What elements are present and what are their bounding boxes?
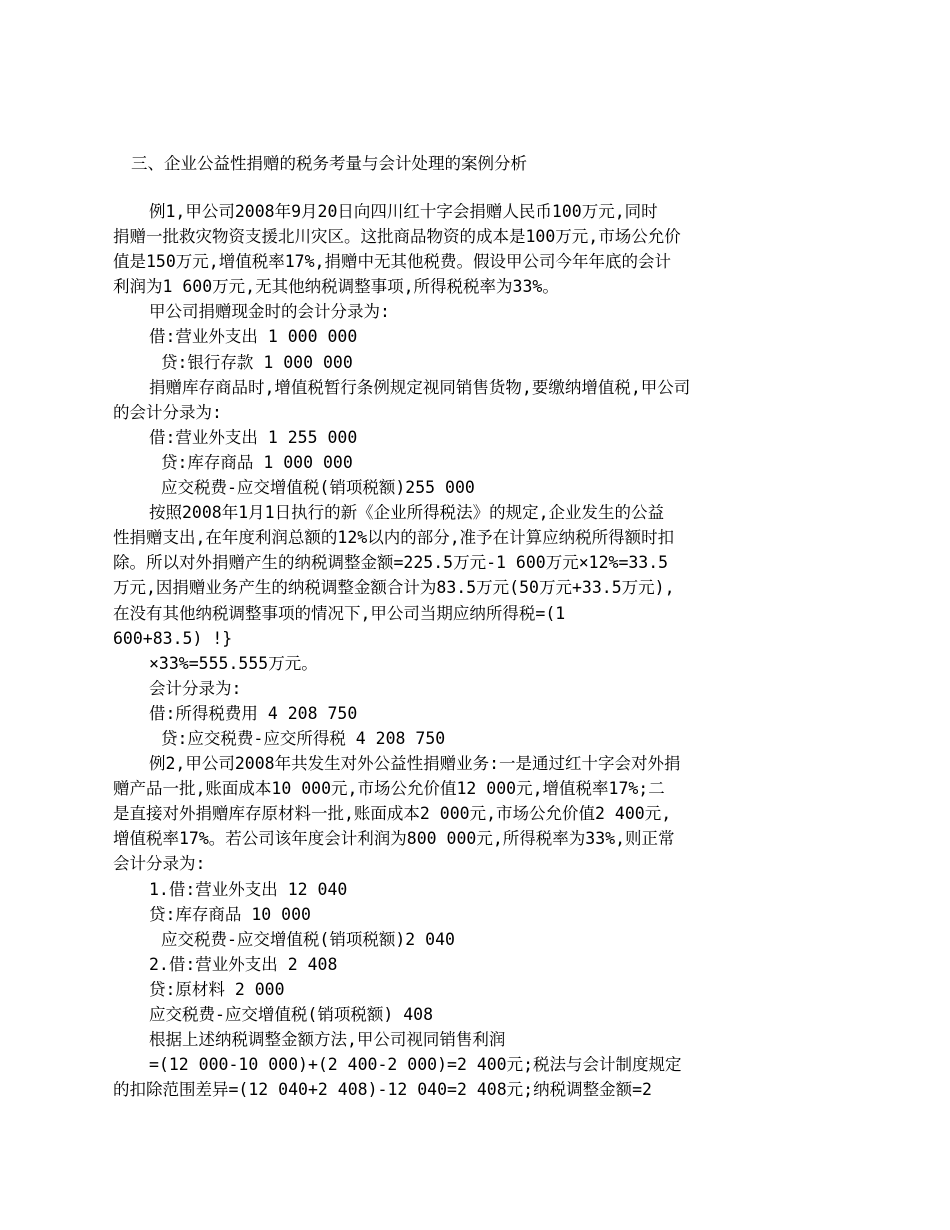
text-line: 1.借:营业外支出 12 040 (149, 879, 348, 899)
text-line: =(12 000-10 000)+(2 400-2 000)=2 400元;税法与会计制度规定 (149, 1055, 682, 1075)
text-line: 赠产品一批,账面成本10 000元,市场公允价值12 000元,增值税率17%;二 (113, 779, 665, 799)
text-line: 甲公司捐赠现金时的会计分录为: (149, 302, 390, 322)
text-line: 例1,甲公司2008年9月20日向四川红十字会捐赠人民币100万元,同时 (149, 202, 658, 221)
text-line: 捐赠库存商品时,增值税暂行条例规定视同销售货物,要缴纳增值税,甲公司 (149, 377, 691, 397)
text-line: 应交税费-应交增值税(销项税额)255 000 (161, 478, 475, 498)
text-line: 在没有其他纳税调整事项的情况下,甲公司当期应纳所得税=(1 (113, 603, 566, 623)
text-line: 利润为1 600万元,无其他纳税调整事项,所得税税率为33%。 (113, 277, 559, 297)
text-line: 例2,甲公司2008年共发生对外公益性捐赠业务:一是通过红十字会对外捐 (149, 754, 681, 774)
text-line: 应交税费-应交增值税(销项税额) 408 (149, 1005, 434, 1024)
text-line: 借:营业外支出 1 000 000 (149, 327, 358, 347)
text-line: 贷:应交税费-应交所得税 4 208 750 (161, 728, 446, 748)
text-line: 是直接对外捐赠库存原材料一批,账面成本2 000元,市场公允价值2 400元, (113, 804, 672, 824)
text-line: 的会计分录为: (113, 402, 222, 422)
text-line: 应交税费-应交增值税(销项税额)2 040 (161, 929, 455, 949)
text-line: 增值税率17%。若公司该年度会计利润为800 000元,所得税率为33%,则正常 (113, 829, 675, 849)
text-line: 会计分录为: (149, 678, 242, 698)
text-line: 借:所得税费用 4 208 750 (149, 703, 358, 723)
text-line: 捐赠一批救灾物资支援北川灾区。这批商品物资的成本是100万元,市场公允价 (113, 227, 681, 247)
text-line: 根据上述纳税调整金额方法,甲公司视同销售利润 (149, 1030, 506, 1050)
text-line: 2.借:营业外支出 2 408 (149, 954, 338, 974)
text-line: 除。所以对外捐赠产生的纳税调整金额=225.5万元-1 600万元×12%=33.5 (113, 553, 669, 573)
text-line: 性捐赠支出,在年度利润总额的12%以内的部分,准予在计算应纳税所得额时扣 (113, 528, 675, 548)
text-line: 贷:库存商品 10 000 (149, 904, 311, 924)
text-line: ×33%=555.555万元。 (149, 653, 318, 673)
text-line: 借:营业外支出 1 255 000 (149, 427, 358, 447)
text-line: 贷:原材料 2 000 (149, 979, 285, 999)
text-line: 600+83.5) !} (113, 628, 233, 648)
section-heading: 三、企业公益性捐赠的税务考量与会计处理的案例分析 (131, 154, 527, 173)
text-line: 会计分录为: (113, 854, 206, 874)
text-line: 的扣除范围差异=(12 040+2 408)-12 040=2 408元;纳税调整金额=2 (113, 1080, 652, 1100)
text-line: 万元,因捐赠业务产生的纳税调整金额合计为83.5万元(50万元+33.5万元), (113, 578, 675, 598)
text-line: 贷:银行存款 1 000 000 (161, 352, 353, 372)
text-line: 按照2008年1月1日执行的新《企业所得税法》的规定,企业发生的公益 (149, 503, 665, 523)
document-body (113, 199, 763, 1102)
text-line: 贷:库存商品 1 000 000 (161, 452, 353, 472)
text-line: 值是150万元,增值税率17%,捐赠中无其他税费。假设甲公司今年年底的会计 (113, 252, 671, 272)
